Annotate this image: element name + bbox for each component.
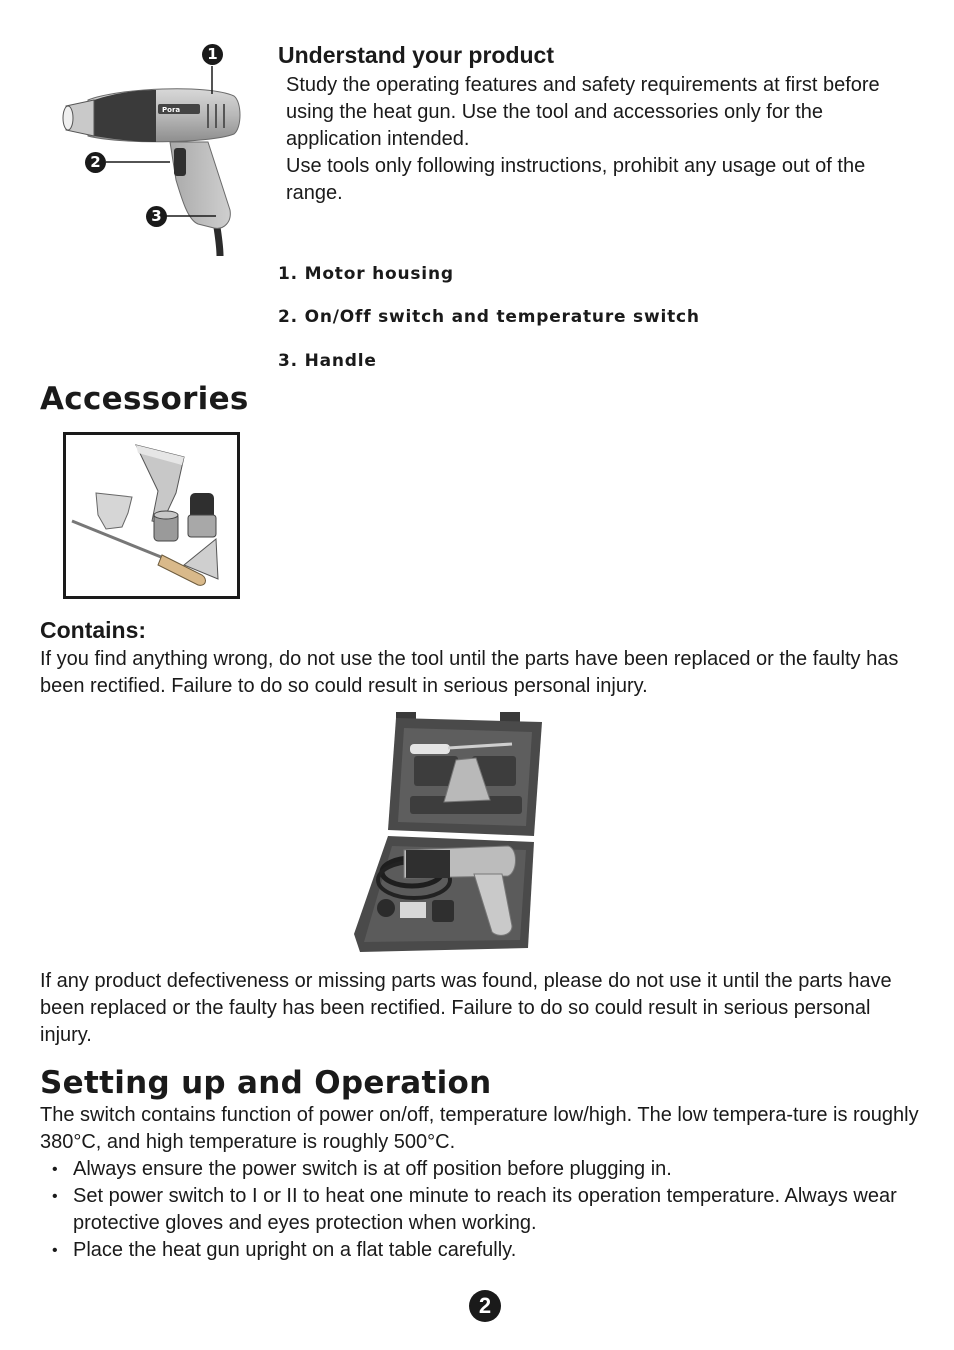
accessories-photo-frame bbox=[63, 432, 240, 599]
bullet-item: • Always ensure the power switch is at off position before plugging in. bbox=[40, 1156, 920, 1183]
bullet-item: • Place the heat gun upright on a flat table carefully. bbox=[40, 1237, 920, 1264]
bullet-item: • Set power switch to I or II to heat one minute to reach its operation temperature. Always wear protective gloves and eyes protection when working. bbox=[40, 1183, 920, 1237]
intro-paragraph: Study the operating features and safety requirements at first before using the heat gun. Use the tool and accessories only for the application intended. bbox=[286, 74, 880, 150]
section-heading-understand: Understand your product bbox=[278, 42, 555, 68]
part-label-handle: 3. Handle bbox=[278, 351, 377, 371]
defect-warning-text bbox=[40, 968, 920, 1049]
contains-text bbox=[40, 646, 920, 700]
setup-text bbox=[40, 1102, 920, 1156]
carry-case-illustration bbox=[352, 712, 546, 964]
setup-paragraph: The switch contains function of power on/off, temperature low/high. The low tempera-ture is roughly 380°C, and high temperature is roughly 500°C. bbox=[40, 1104, 919, 1153]
setup-bullet-list bbox=[40, 1156, 920, 1264]
page-number: 2 bbox=[469, 1290, 501, 1322]
callout-3: 3 bbox=[146, 206, 167, 227]
contains-heading: Contains: bbox=[40, 617, 147, 643]
part-label-motor-housing: 1. Motor housing bbox=[278, 264, 454, 284]
intro-paragraph: Use tools only following instructions, prohibit any usage out of the range. bbox=[286, 155, 866, 204]
part-label-switch: 2. On/Off switch and temperature switch bbox=[278, 307, 700, 327]
callout-2: 2 bbox=[85, 152, 106, 173]
contains-paragraph: If you find anything wrong, do not use the tool until the parts have been replaced or the faulty has been rectified. Failure to do so could result in serious personal injury. bbox=[40, 648, 899, 697]
setup-heading: Setting up and Operation bbox=[40, 1065, 492, 1101]
callout-leaders bbox=[90, 50, 230, 230]
callout-1: 1 bbox=[202, 44, 223, 65]
defect-paragraph: If any product defectiveness or missing parts was found, please do not use it until the parts have been replaced or the faulty has been rectified. Failure to do so could result in serious personal injury. bbox=[40, 970, 892, 1046]
accessories-heading: Accessories bbox=[40, 381, 249, 417]
intro-text bbox=[286, 72, 916, 207]
accessories-illustration bbox=[66, 435, 237, 596]
gun-brand-label: Pora bbox=[162, 106, 181, 114]
